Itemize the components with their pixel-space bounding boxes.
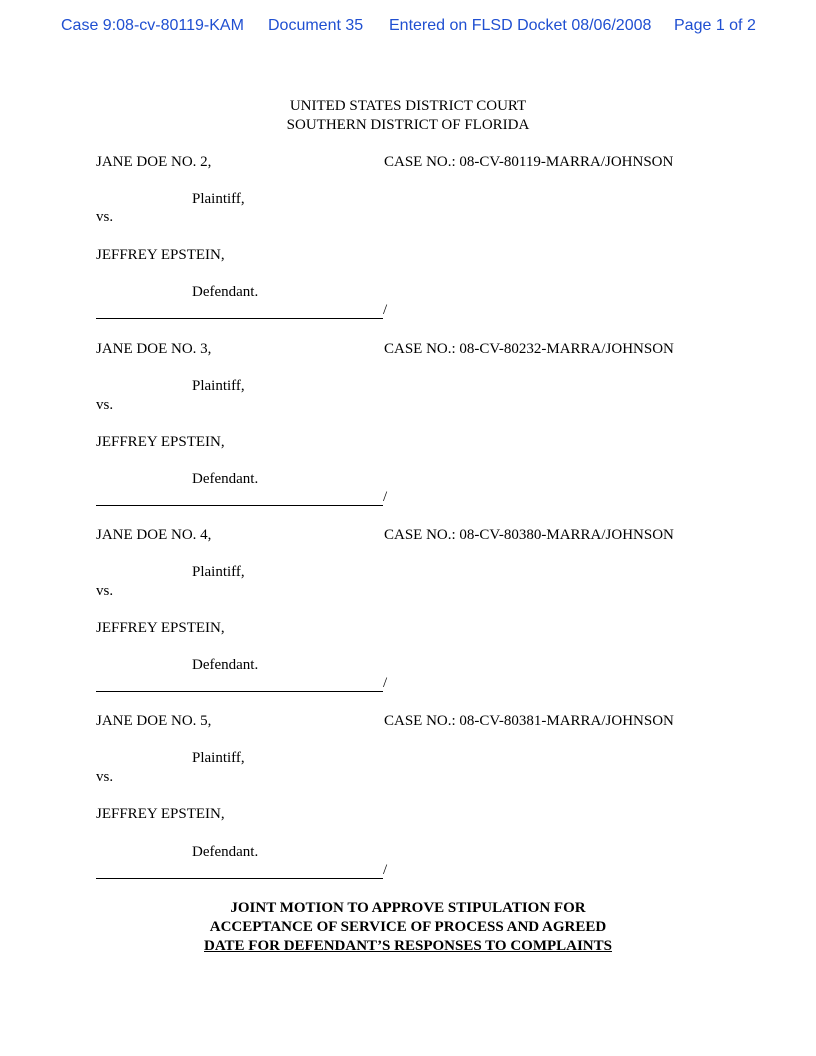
- versus-label: vs.: [96, 583, 114, 599]
- header-page: Page 1 of 2: [674, 17, 756, 34]
- defendant-name: JEFFREY EPSTEIN,: [96, 247, 225, 263]
- versus-label: vs.: [96, 397, 114, 413]
- case-number: CASE NO.: 08-CV-80119-MARRA/JOHNSON: [384, 154, 674, 170]
- caption-rule: [96, 318, 383, 319]
- caption-slash: /: [383, 302, 388, 318]
- case-caption: [0, 712, 816, 892]
- docket-header: [0, 17, 816, 39]
- court-name: UNITED STATES DISTRICT COURT: [289, 98, 527, 114]
- plaintiff-name: JANE DOE NO. 5,: [96, 713, 212, 729]
- case-caption: [0, 340, 816, 520]
- caption-rule: [96, 505, 383, 506]
- case-number: CASE NO.: 08-CV-80380-MARRA/JOHNSON: [384, 527, 674, 543]
- defendant-label: Defendant.: [192, 844, 259, 860]
- court-heading: [0, 97, 816, 135]
- motion-title-line: ACCEPTANCE OF SERVICE OF PROCESS AND AGREED: [209, 919, 607, 935]
- plaintiff-name: JANE DOE NO. 2,: [96, 154, 212, 170]
- defendant-label: Defendant.: [192, 471, 259, 487]
- versus-label: vs.: [96, 769, 114, 785]
- header-document: Document 35: [268, 17, 364, 34]
- plaintiff-label: Plaintiff,: [192, 191, 245, 207]
- plaintiff-label: Plaintiff,: [192, 564, 245, 580]
- plaintiff-label: Plaintiff,: [192, 378, 245, 394]
- caption-rule: [96, 878, 383, 879]
- caption-rule: [96, 691, 383, 692]
- case-number: CASE NO.: 08-CV-80381-MARRA/JOHNSON: [384, 713, 674, 729]
- caption-slash: /: [383, 675, 388, 691]
- defendant-name: JEFFREY EPSTEIN,: [96, 806, 225, 822]
- header-case-id: Case 9:08-cv-80119-KAM: [61, 17, 244, 34]
- case-number: CASE NO.: 08-CV-80232-MARRA/JOHNSON: [384, 341, 674, 357]
- case-caption: [0, 153, 816, 333]
- motion-title-line: JOINT MOTION TO APPROVE STIPULATION FOR: [230, 900, 586, 916]
- case-caption: [0, 526, 816, 706]
- defendant-name: JEFFREY EPSTEIN,: [96, 434, 225, 450]
- versus-label: vs.: [96, 209, 114, 225]
- caption-slash: /: [383, 489, 388, 505]
- caption-slash: /: [383, 862, 388, 878]
- defendant-name: JEFFREY EPSTEIN,: [96, 620, 225, 636]
- plaintiff-label: Plaintiff,: [192, 750, 245, 766]
- motion-title-line: DATE FOR DEFENDANT’S RESPONSES TO COMPLAINTS: [204, 938, 612, 954]
- header-entered: Entered on FLSD Docket 08/06/2008: [389, 17, 652, 34]
- motion-title: [0, 899, 816, 956]
- defendant-label: Defendant.: [192, 657, 259, 673]
- defendant-label: Defendant.: [192, 284, 259, 300]
- plaintiff-name: JANE DOE NO. 4,: [96, 527, 212, 543]
- court-district: SOUTHERN DISTRICT OF FLORIDA: [286, 117, 530, 133]
- plaintiff-name: JANE DOE NO. 3,: [96, 341, 212, 357]
